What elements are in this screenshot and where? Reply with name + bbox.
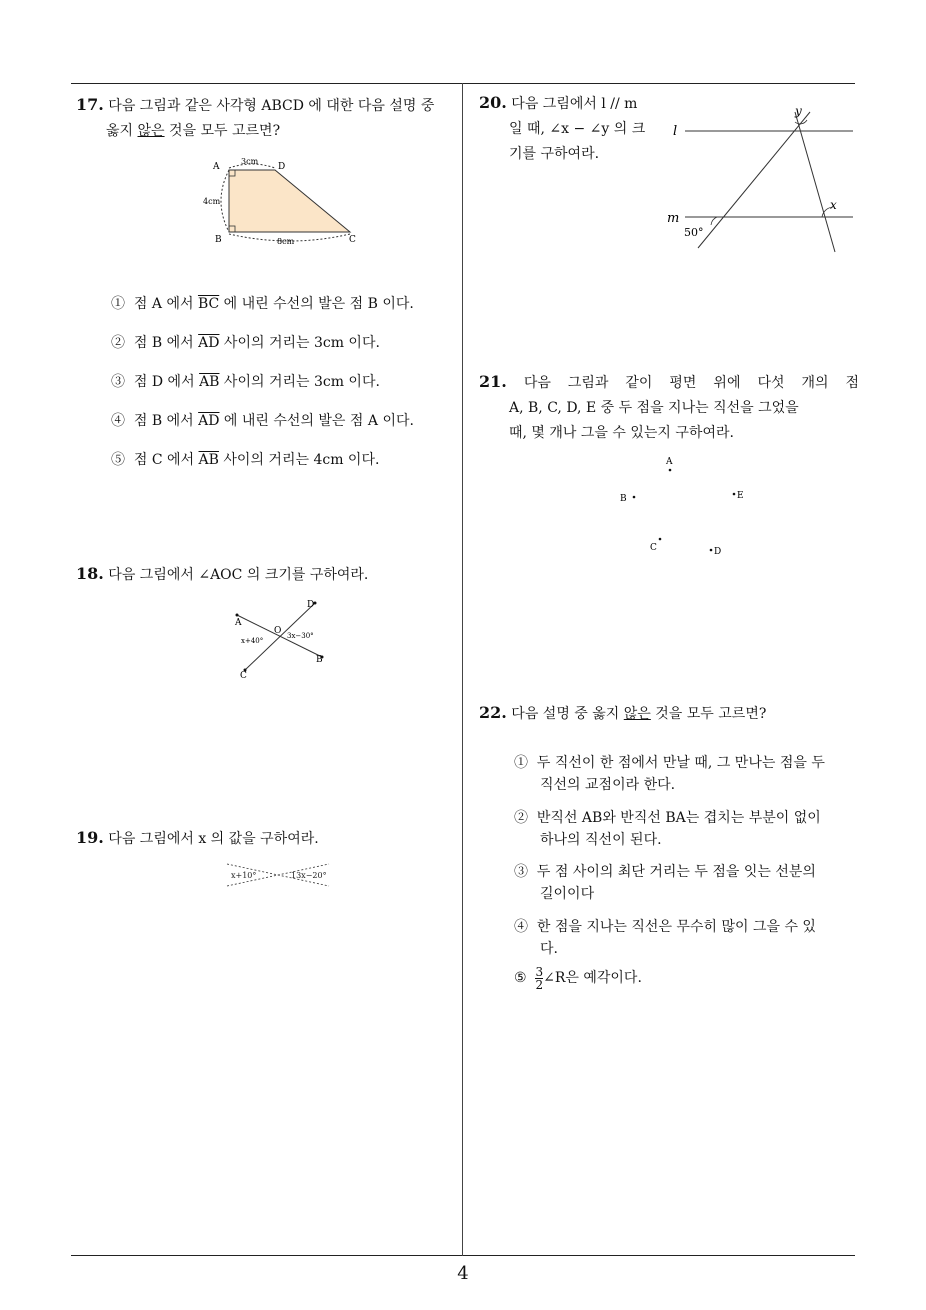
question-text: 다음 그림에서 x 의 값을 구하여라.	[108, 831, 319, 847]
label-c: C	[240, 671, 247, 680]
label-c: C	[349, 235, 356, 245]
column-divider	[462, 83, 463, 1256]
label-y: y	[795, 104, 802, 118]
q17-option-1[interactable]: ① 점 A 에서 $\overline{BC}$ 에 내린 수선의 발은 점 B 이다.	[111, 296, 414, 312]
q22-option-2[interactable]: ② 반직선 AB와 반직선 BA는 겹치는 부분이 없이 하나의 직선이 된다.	[514, 810, 821, 848]
q22-option-4[interactable]: ④ 한 점을 지나는 직선은 무수히 많이 그을 수 있 다.	[514, 919, 816, 957]
left-angle-label: x+40°	[241, 637, 264, 645]
question-17: 17. 다음 그림과 같은 사각형 ABCD 에 대한 다음 설명 중 옳지 않은 것을 모두 고르면?	[76, 95, 435, 139]
q17-option-4[interactable]: ④ 점 B 에서 $\overline{AD}$ 에 내린 수선의 발은 점 A 이다.	[111, 413, 414, 429]
q22-option-3[interactable]: ③ 두 점 사이의 최단 거리는 두 점을 잇는 선분의 길이이다	[514, 864, 816, 902]
label-l: l	[673, 124, 678, 139]
label-bottom-length: 8cm	[277, 237, 295, 246]
label-x: x	[830, 198, 837, 212]
q17-option-3[interactable]: ③ 점 D 에서 $\overline{AB}$ 사이의 거리는 3cm 이다.	[111, 374, 380, 390]
question-text: 다음 그림에서 ∠AOC 의 크기를 구하여라.	[108, 567, 369, 583]
label-b: B	[316, 655, 323, 665]
question-text: 다음 그림에서 l // m	[511, 96, 638, 112]
q17-option-2[interactable]: ② 점 B 에서 $\overline{AD}$ 사이의 거리는 3cm 이다.	[111, 335, 380, 351]
label-m: m	[667, 211, 680, 226]
q17-option-5[interactable]: ⑤ 점 C 에서 $\overline{AB}$ 사이의 거리는 4cm 이다.	[111, 452, 380, 468]
label-a: A	[235, 618, 242, 628]
question-text: 다음 그림과 같은 사각형 ABCD 에 대한 다음 설명 중	[108, 98, 435, 114]
q22-option-1[interactable]: ① 두 직선이 한 점에서 만날 때, 그 만나는 점을 두 직선의 교점이라 한다.	[514, 755, 825, 793]
crossing-lines-figure	[225, 860, 335, 890]
label-b: B	[215, 235, 222, 245]
trapezoid-figure	[195, 152, 365, 252]
left-angle-label: x+10°	[231, 871, 257, 880]
label-d: D	[278, 162, 286, 172]
right-angle-label: 3x−30°	[287, 632, 314, 640]
question-18: 18. 다음 그림에서 ∠AOC 의 크기를 구하여라.	[76, 564, 369, 583]
label-c: C	[650, 543, 657, 553]
top-rule	[71, 83, 855, 84]
label-e: E	[737, 491, 744, 501]
label-a: A	[213, 162, 220, 172]
question-22: 22. 다음 설명 중 옳지 않은 것을 모두 고르면?	[479, 703, 767, 722]
question-21: 21. 다음 그림과 같이 평면 위에 다섯 개의 점 A, B, C, D, E 중 두 점을 지나는 직선을 그었을 때, 몇 개나 그을 수 있는지 구하여라.	[479, 372, 859, 441]
intersecting-lines-figure	[225, 595, 335, 680]
right-angle-label: 13x−20°	[291, 871, 327, 880]
question-20: 20. 다음 그림에서 l // m 일 때, ∠x − ∠y 의 크 기를 구하여라.	[479, 93, 646, 162]
q22-option-5[interactable]: ⑤ $\frac{3}{2}$ ∠R은 예각이다.	[514, 964, 642, 992]
bottom-rule	[71, 1255, 855, 1256]
fraction-three-halves: $\frac{3}{2}$	[535, 964, 544, 992]
question-text: 다음 그림과 같이 평면 위에 다섯 개의 점	[523, 375, 859, 391]
label-a: A	[666, 457, 673, 467]
label-b: B	[620, 494, 627, 504]
five-points-figure	[612, 450, 762, 560]
label-left-length: 4cm	[203, 197, 221, 206]
label-d: D	[307, 600, 315, 610]
label-o: O	[274, 626, 282, 636]
angle-50: 50°	[684, 226, 704, 239]
parallel-lines-figure	[665, 100, 860, 260]
trapezoid-shape	[229, 170, 350, 232]
page-number: 4	[457, 1263, 469, 1284]
label-top-length: 3cm	[241, 157, 259, 166]
label-d: D	[714, 547, 722, 557]
question-19: 19. 다음 그림에서 x 의 값을 구하여라.	[76, 828, 319, 847]
question-number: 17.	[76, 95, 104, 114]
